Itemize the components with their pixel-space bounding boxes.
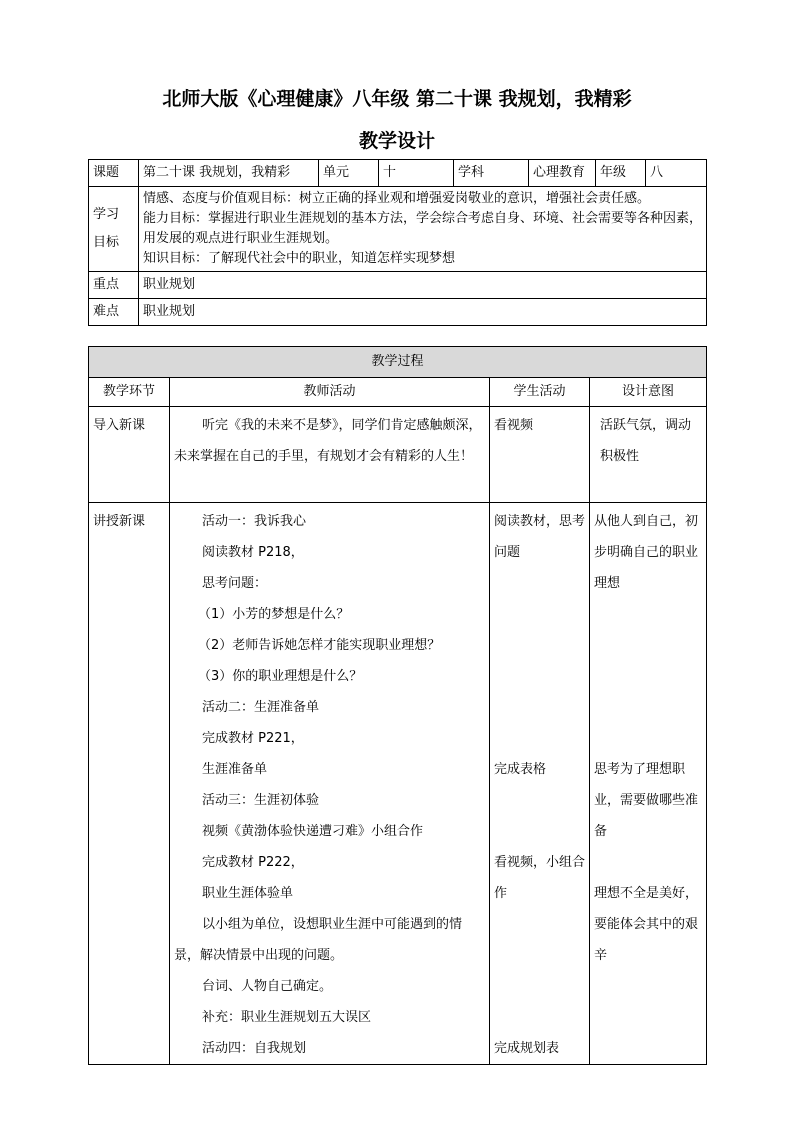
student-line: 看视频，小组合作 <box>494 855 586 901</box>
teacher-line: （1）小芳的梦想是什么？ <box>198 607 350 622</box>
col-intent: 设计意图 <box>590 378 707 407</box>
student-line: 阅读教材，思考问题 <box>494 514 586 560</box>
document-title: 北师大版《心理健康》八年级 第二十课 我规划，我精彩 <box>162 88 632 110</box>
goals-content <box>139 187 707 272</box>
goal-emotion: 情感、态度与价值观目标：树立正确的择业观和增强爱岗敬业的意识，增强社会责任感。 <box>143 191 651 206</box>
difficult-point-row <box>89 299 707 326</box>
process-header-row <box>89 347 707 378</box>
col-teacher: 教师活动 <box>170 378 490 407</box>
intro-stage: 导入新课 <box>89 407 170 503</box>
teacher-line: 活动一：我诉我心 <box>202 514 307 529</box>
teacher-line: 职业生涯体验单 <box>202 886 294 901</box>
unit-value: 十 <box>379 160 454 187</box>
teacher-line: 活动三：生涯初体验 <box>202 793 320 808</box>
teacher-line: 完成教材 P222， <box>202 855 304 870</box>
teacher-line: 生涯准备单 <box>202 762 268 777</box>
document-subtitle: 教学设计 <box>358 130 435 152</box>
intent-line: 从他人到自己，初步明确自己的职业理想 <box>594 514 699 591</box>
difficult-point-value: 职业规划 <box>139 299 707 326</box>
lecture-stage: 讲授新课 <box>89 503 170 1065</box>
difficult-point-label: 难点 <box>89 299 139 326</box>
topic-value: 第二十课 我规划，我精彩 <box>139 160 319 187</box>
info-table <box>88 159 707 326</box>
student-line: 完成表格 <box>494 762 547 777</box>
teacher-line: 视频《黄渤体验快递遭刁难》小组合作 <box>202 824 424 839</box>
lecture-teacher <box>170 503 490 1065</box>
intent-line: 思考为了理想职业，需要做哪些准备 <box>594 762 699 839</box>
key-point-row <box>89 272 707 299</box>
subject-label: 学科 <box>454 160 529 187</box>
col-stage: 教学环节 <box>89 378 170 407</box>
topic-label: 课题 <box>89 160 139 187</box>
intro-intent: 活跃气氛，调动积极性 <box>590 407 707 503</box>
process-table <box>88 346 707 1065</box>
grade-label: 年级 <box>596 160 646 187</box>
goal-ability: 能力目标：掌握进行职业生涯规划的基本方法，学会综合考虑自身、环境、社会需要等各种因素，用发展的观点进行职业生涯规划。 <box>143 211 703 246</box>
goals-label-line1: 学习 <box>93 207 120 222</box>
teacher-line: （2）老师告诉她怎样才能实现职业理想？ <box>198 638 441 653</box>
teacher-line: 完成教材 P221， <box>202 731 304 746</box>
teacher-line: 台词、人物自己确定。 <box>202 979 333 994</box>
subject-value: 心理教育 <box>529 160 596 187</box>
teacher-line: 活动四：自我规划 <box>202 1041 307 1056</box>
intro-row <box>89 407 707 503</box>
intent-line: 理想不全是美好，要能体会其中的艰辛 <box>594 886 699 963</box>
process-columns-row <box>89 378 707 407</box>
teacher-line: （3）你的职业理想是什么？ <box>198 669 363 684</box>
teacher-line: 阅读教材 P218， <box>202 545 304 560</box>
lecture-row <box>89 503 707 1065</box>
info-row <box>89 160 707 187</box>
goal-knowledge: 知识目标：了解现代社会中的职业，知道怎样实现梦想 <box>143 251 456 266</box>
goals-label <box>89 187 139 272</box>
lecture-intent <box>590 503 707 1065</box>
teacher-line: 活动二：生涯准备单 <box>202 700 320 715</box>
student-line: 完成规划表 <box>494 1041 560 1056</box>
process-header: 教学过程 <box>89 347 707 378</box>
key-point-label: 重点 <box>89 272 139 299</box>
teacher-line: 以小组为单位，设想职业生涯中可能遇到的情景，解决情景中出现的问题。 <box>174 917 463 963</box>
key-point-value: 职业规划 <box>139 272 707 299</box>
goals-label-line2: 目标 <box>93 235 120 250</box>
col-student: 学生活动 <box>490 378 590 407</box>
grade-value: 八 <box>646 160 707 187</box>
teacher-line: 补充：职业生涯规划五大误区 <box>202 1010 372 1025</box>
intro-student: 看视频 <box>490 407 590 503</box>
lecture-student <box>490 503 590 1065</box>
goals-row <box>89 187 707 272</box>
intro-teacher: 听完《我的未来不是梦》，同学们肯定感触颇深，未来掌握在自己的手里，有规划才会有精彩的人生！ <box>170 407 490 503</box>
unit-label: 单元 <box>319 160 379 187</box>
teacher-line: 思考问题： <box>202 576 268 591</box>
